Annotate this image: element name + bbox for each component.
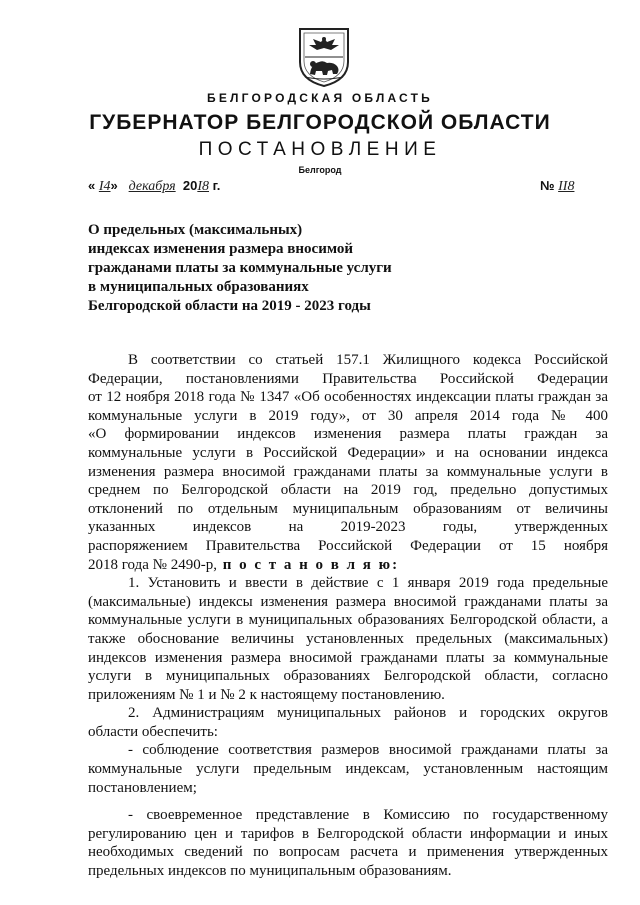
decree-heading: ПОСТАНОВЛЕНИЕ [198, 139, 442, 160]
text-line: указанных индексов на 2019-2023 годы, утвержденных [88, 519, 608, 536]
coat-of-arms-emblem [297, 26, 351, 88]
text-line: предельных индексов по муниципальным образованиям. [88, 863, 452, 880]
number-label: № [540, 178, 555, 193]
title-line: Белгородской области на 2019 - 2023 годы [88, 298, 371, 314]
belgorod-eagle-lion-icon [297, 26, 351, 88]
title-line: в муниципальных образованиях [88, 279, 309, 295]
date-year-label: г. [212, 178, 221, 193]
city-label: Белгород [298, 165, 342, 175]
text-line: 1. Установить и ввести в действие с 1 января 2019 года предельные [128, 575, 608, 592]
date-day: I4 [98, 179, 111, 194]
text-line: - своевременное представление в Комиссию по государственному [128, 807, 608, 824]
text-line: регулированию цен и тарифов в Белгородской области информации и иных [88, 825, 608, 842]
text-line: индексов изменения размера вносимой гражданами платы за коммунальные [88, 649, 608, 666]
text-line: Федерации, постановлениями Правительства Российской Федерации [88, 370, 608, 387]
paragraph-subitem-compliance [88, 741, 608, 797]
text-line: «О формировании индексов изменения размера платы граждан за [88, 426, 608, 443]
decree-body [88, 351, 608, 881]
text-line: коммунальные услуги предельным индексам, установленным настоящим [88, 761, 608, 778]
governor-heading: ГУБЕРНАТОР БЕЛГОРОДСКОЙ ОБЛАСТИ [89, 111, 551, 134]
date-close-quote: » [110, 178, 118, 193]
text-line: отклонений по отдельным муниципальным образованиям от величины [88, 500, 608, 517]
region-heading: БЕЛГОРОДСКАЯ ОБЛАСТЬ [207, 91, 433, 105]
text-line: от 12 ноября 2018 года № 1347 «Об особенностях индексации платы граждан за [88, 389, 608, 406]
text-line: - соблюдение соответствия размеров вносимой гражданами платы за [128, 742, 608, 759]
text-line: приложениям № 1 и № 2 к настоящему постановлению. [88, 686, 445, 703]
text-line: коммунальные услуги в 2019 году», от 30 апреля 2014 года № 400 [88, 407, 608, 424]
date-year-prefix: 20 [182, 178, 198, 193]
date-year-suffix: I8 [197, 179, 210, 194]
decree-number [540, 178, 574, 195]
text-line: также обоснование величины установленных предельных (максимальных) [88, 630, 608, 647]
paragraph-subitem-reporting [88, 806, 608, 880]
date-open-quote: « [88, 178, 96, 193]
text-line: распоряжением Правительства Российской Федерации от 15 ноября [88, 537, 608, 554]
number-value: II8 [558, 179, 575, 194]
title-line: О предельных (максимальных) [88, 222, 303, 238]
text-line: 2. Администрациям муниципальных районов и городских округов [128, 705, 608, 722]
decree-date [88, 178, 220, 195]
paragraph-item-2 [88, 704, 608, 741]
text-line: коммунальные услуги в Российской Федерации» и на основании индекса [88, 444, 608, 461]
text-line: изменения размера вносимой гражданами платы за коммунальные услуги в [88, 463, 608, 480]
text-line: необходимых сведений по вопросам расчета и применения утвержденных [88, 844, 608, 861]
date-month: декабря [128, 179, 176, 194]
text-line: (максимальные) индексы изменения размера вносимой гражданами платы за [88, 593, 608, 610]
decree-resolve-word: п о с т а н о в л я ю: [216, 556, 400, 573]
title-line: индексах изменения размера вносимой [88, 241, 354, 257]
title-line: гражданами платы за коммунальные услуги [88, 260, 392, 276]
text-line: коммунальные услуги в муниципальных образованиях Белгородской области, а [88, 612, 608, 629]
text-line-final [88, 556, 608, 575]
text-line: услуги в муниципальных образованиях Белгородской области, согласно [88, 668, 608, 685]
text-line: В соответствии со статьей 157.1 Жилищного кодекса Российской [128, 352, 608, 368]
decree-title [88, 221, 448, 316]
paragraph-preamble [88, 351, 608, 574]
paragraph-item-1 [88, 574, 608, 704]
text-line: области обеспечить: [88, 723, 218, 740]
text-line: постановлением; [88, 779, 197, 796]
preamble-final-text: 2018 года № 2490-р, [88, 556, 217, 573]
text-line: среднем по Белгородской области на 2019 год, предельно допустимых [88, 482, 608, 499]
